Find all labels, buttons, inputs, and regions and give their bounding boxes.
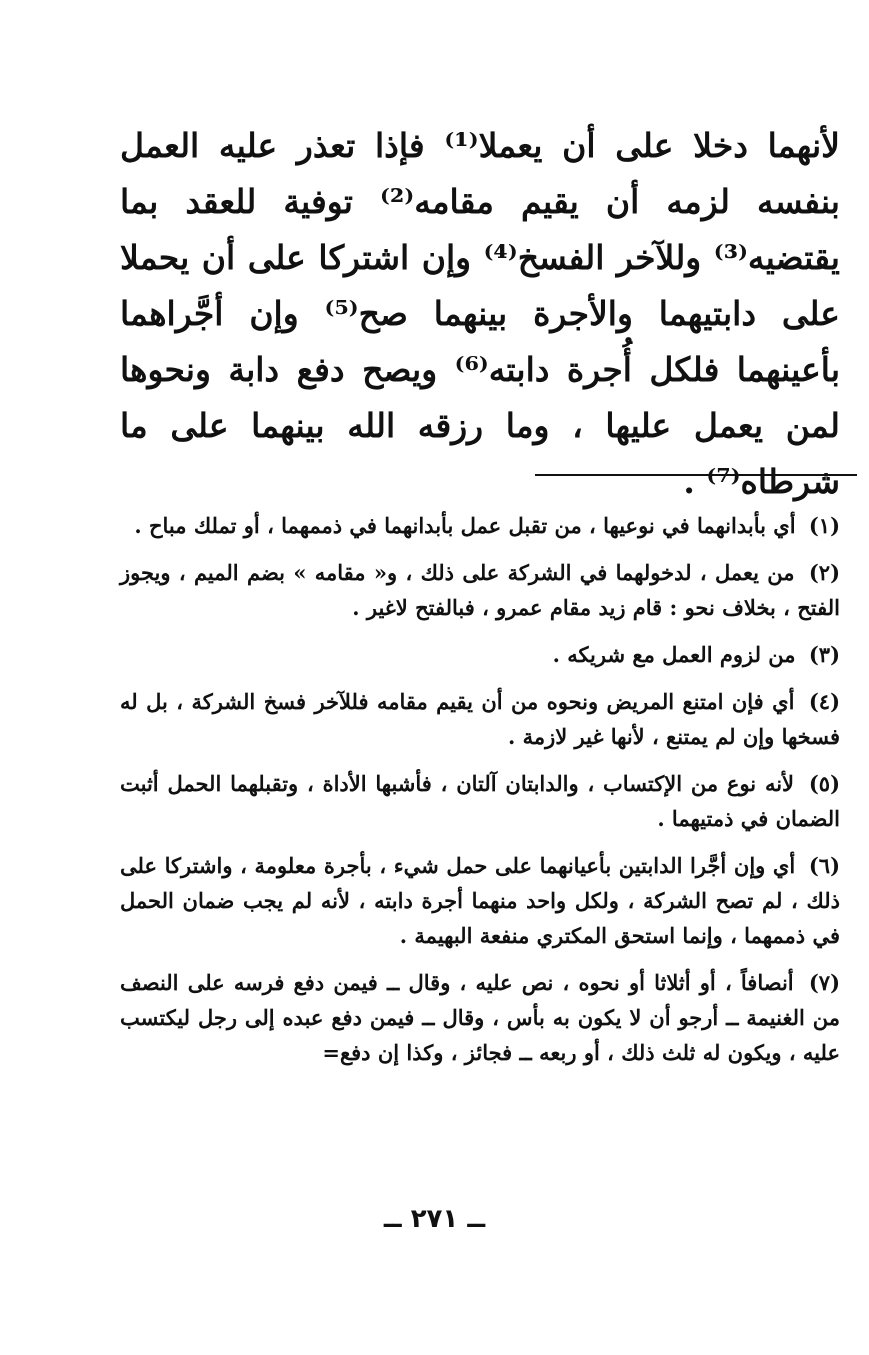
footnote-number: (٤)	[808, 689, 841, 714]
footnote-text: أي وإن أجَّرا الدابتين بأعيانهما على حمل شيء ، بأجرة معلومة ، واشتركا على ذلك ، لم تصح الشركة ، ولكل واحد منهما أجرة دابته ، لأنه لم يجب ضمان الحمل في ذممهما ، وإنما استحق المكتري منفعة البهيمة .	[120, 853, 840, 948]
footnote-text: لأنه نوع من الإكتساب ، والدابتان آلتان ، فأشبها الأداة ، وتقبلهما الحمل أثبت الضمان في ذمتيهما .	[120, 771, 840, 831]
footnote-6	[120, 848, 840, 953]
footnote-text: أي فإن امتنع المريض ونحوه من أن يقيم مقامه فللآخر فسخ الشركة ، بل له فسخها وإن لم يمتنع ، لأنها غير لازمة .	[120, 689, 840, 749]
footnote-3	[120, 637, 840, 672]
footnote-number: (١)	[808, 513, 840, 538]
footnote-text: أي بأبدانهما في نوعيها ، من تقبل عمل بأبدانهما في ذممهما ، أو تملك مباح .	[134, 513, 796, 538]
main-paragraph: لأنهما دخلا على أن يعملا⁽¹⁾ فإذا تعذر عليه العمل بنفسه لزمه أن يقيم مقامه⁽²⁾ توفية للعقد بما يقتضيه⁽³⁾ وللآخر الفسخ⁽⁴⁾ وإن اشتركا على أن يحملا على دابتيهما والأجرة بينهما صح⁽⁵⁾ وإن أجَّراهما بأعينهما فلكل أُجرة دابته⁽⁶⁾ ويصح دفع دابة ونحوها لمن يعمل عليها ، وما رزقه الله بينهما على ما شرطاه⁽⁷⁾ .	[120, 126, 840, 501]
footnote-number: (٥)	[808, 771, 841, 796]
main-text	[120, 118, 840, 510]
footnote-number: (٢)	[808, 560, 841, 585]
footnotes	[120, 508, 840, 1082]
footnote-4	[120, 684, 840, 754]
footnote-2	[120, 555, 840, 625]
footnote-number: (٦)	[808, 853, 840, 878]
footnote-number: (٣)	[808, 642, 840, 667]
footnote-divider	[535, 474, 857, 476]
footnote-text: من لزوم العمل مع شريكه .	[552, 642, 796, 667]
footnote-1	[120, 508, 840, 543]
page-number: ــ ٢٧١ ــ	[383, 1204, 486, 1234]
footnote-text: أنصافاً ، أو أثلاثا أو نحوه ، نص عليه ، وقال ــ فيمن دفع فرسه على النصف من الغنيمة ــ أرجو أن لا يكون به بأس ، وقال ــ فيمن دفع عبده إلى رجل ليكتسب عليه ، ويكون له ثلث ذلك ، أو ربعه ــ فجائز ، وكذا إن دفع=	[120, 970, 840, 1065]
footnote-5	[120, 766, 840, 836]
footnote-text: من يعمل ، لدخولهما في الشركة على ذلك ، و« مقامه » بضم الميم ، ويجوز الفتح ، بخلاف نحو : قام زيد مقام عمرو ، فبالفتح لاغير .	[120, 560, 840, 620]
footnote-7	[120, 965, 840, 1070]
footnote-number: (٧)	[808, 970, 840, 995]
